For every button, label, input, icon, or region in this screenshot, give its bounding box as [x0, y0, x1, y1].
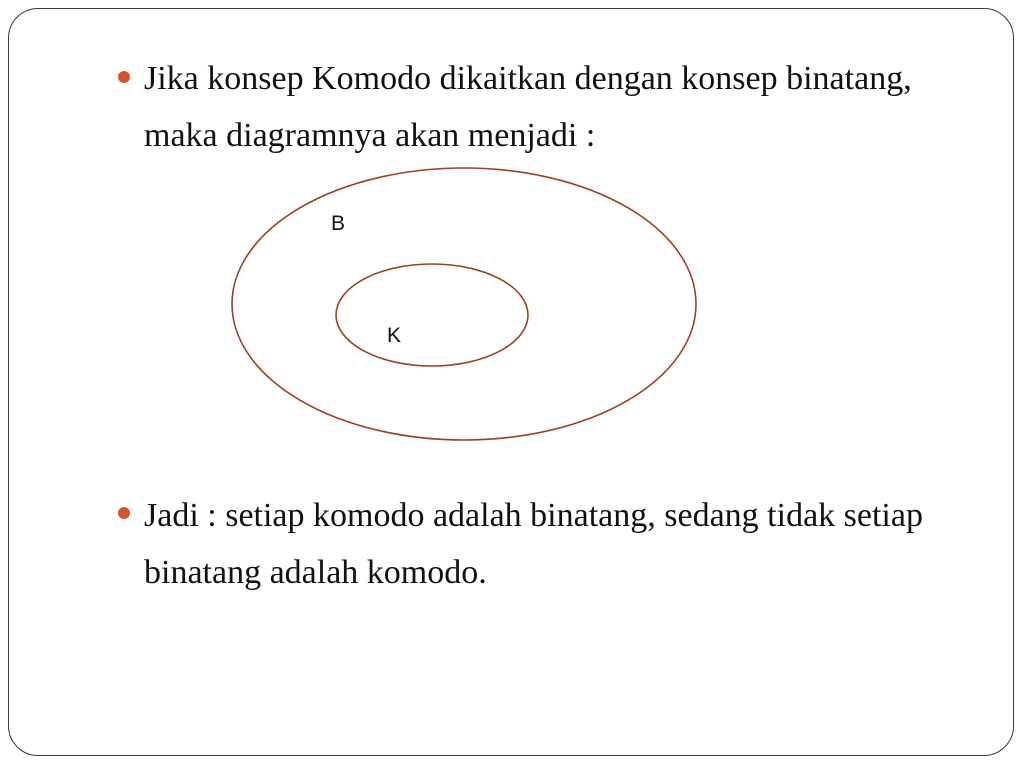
outer-set-ellipse	[232, 168, 696, 440]
inner-set-label: K	[387, 324, 402, 347]
bullet-text-2: Jadi : setiap komodo adalah binatang, sedang tidak setiap binatang adalah komodo.	[144, 497, 923, 591]
bullet-text-1: Jika konsep Komodo dikaitkan dengan konsep binatang, maka diagramnya akan menjadi :	[144, 60, 912, 154]
inner-set-ellipse	[336, 264, 528, 366]
outer-set-label: B	[331, 212, 346, 235]
bullet-dot-icon	[118, 507, 130, 519]
